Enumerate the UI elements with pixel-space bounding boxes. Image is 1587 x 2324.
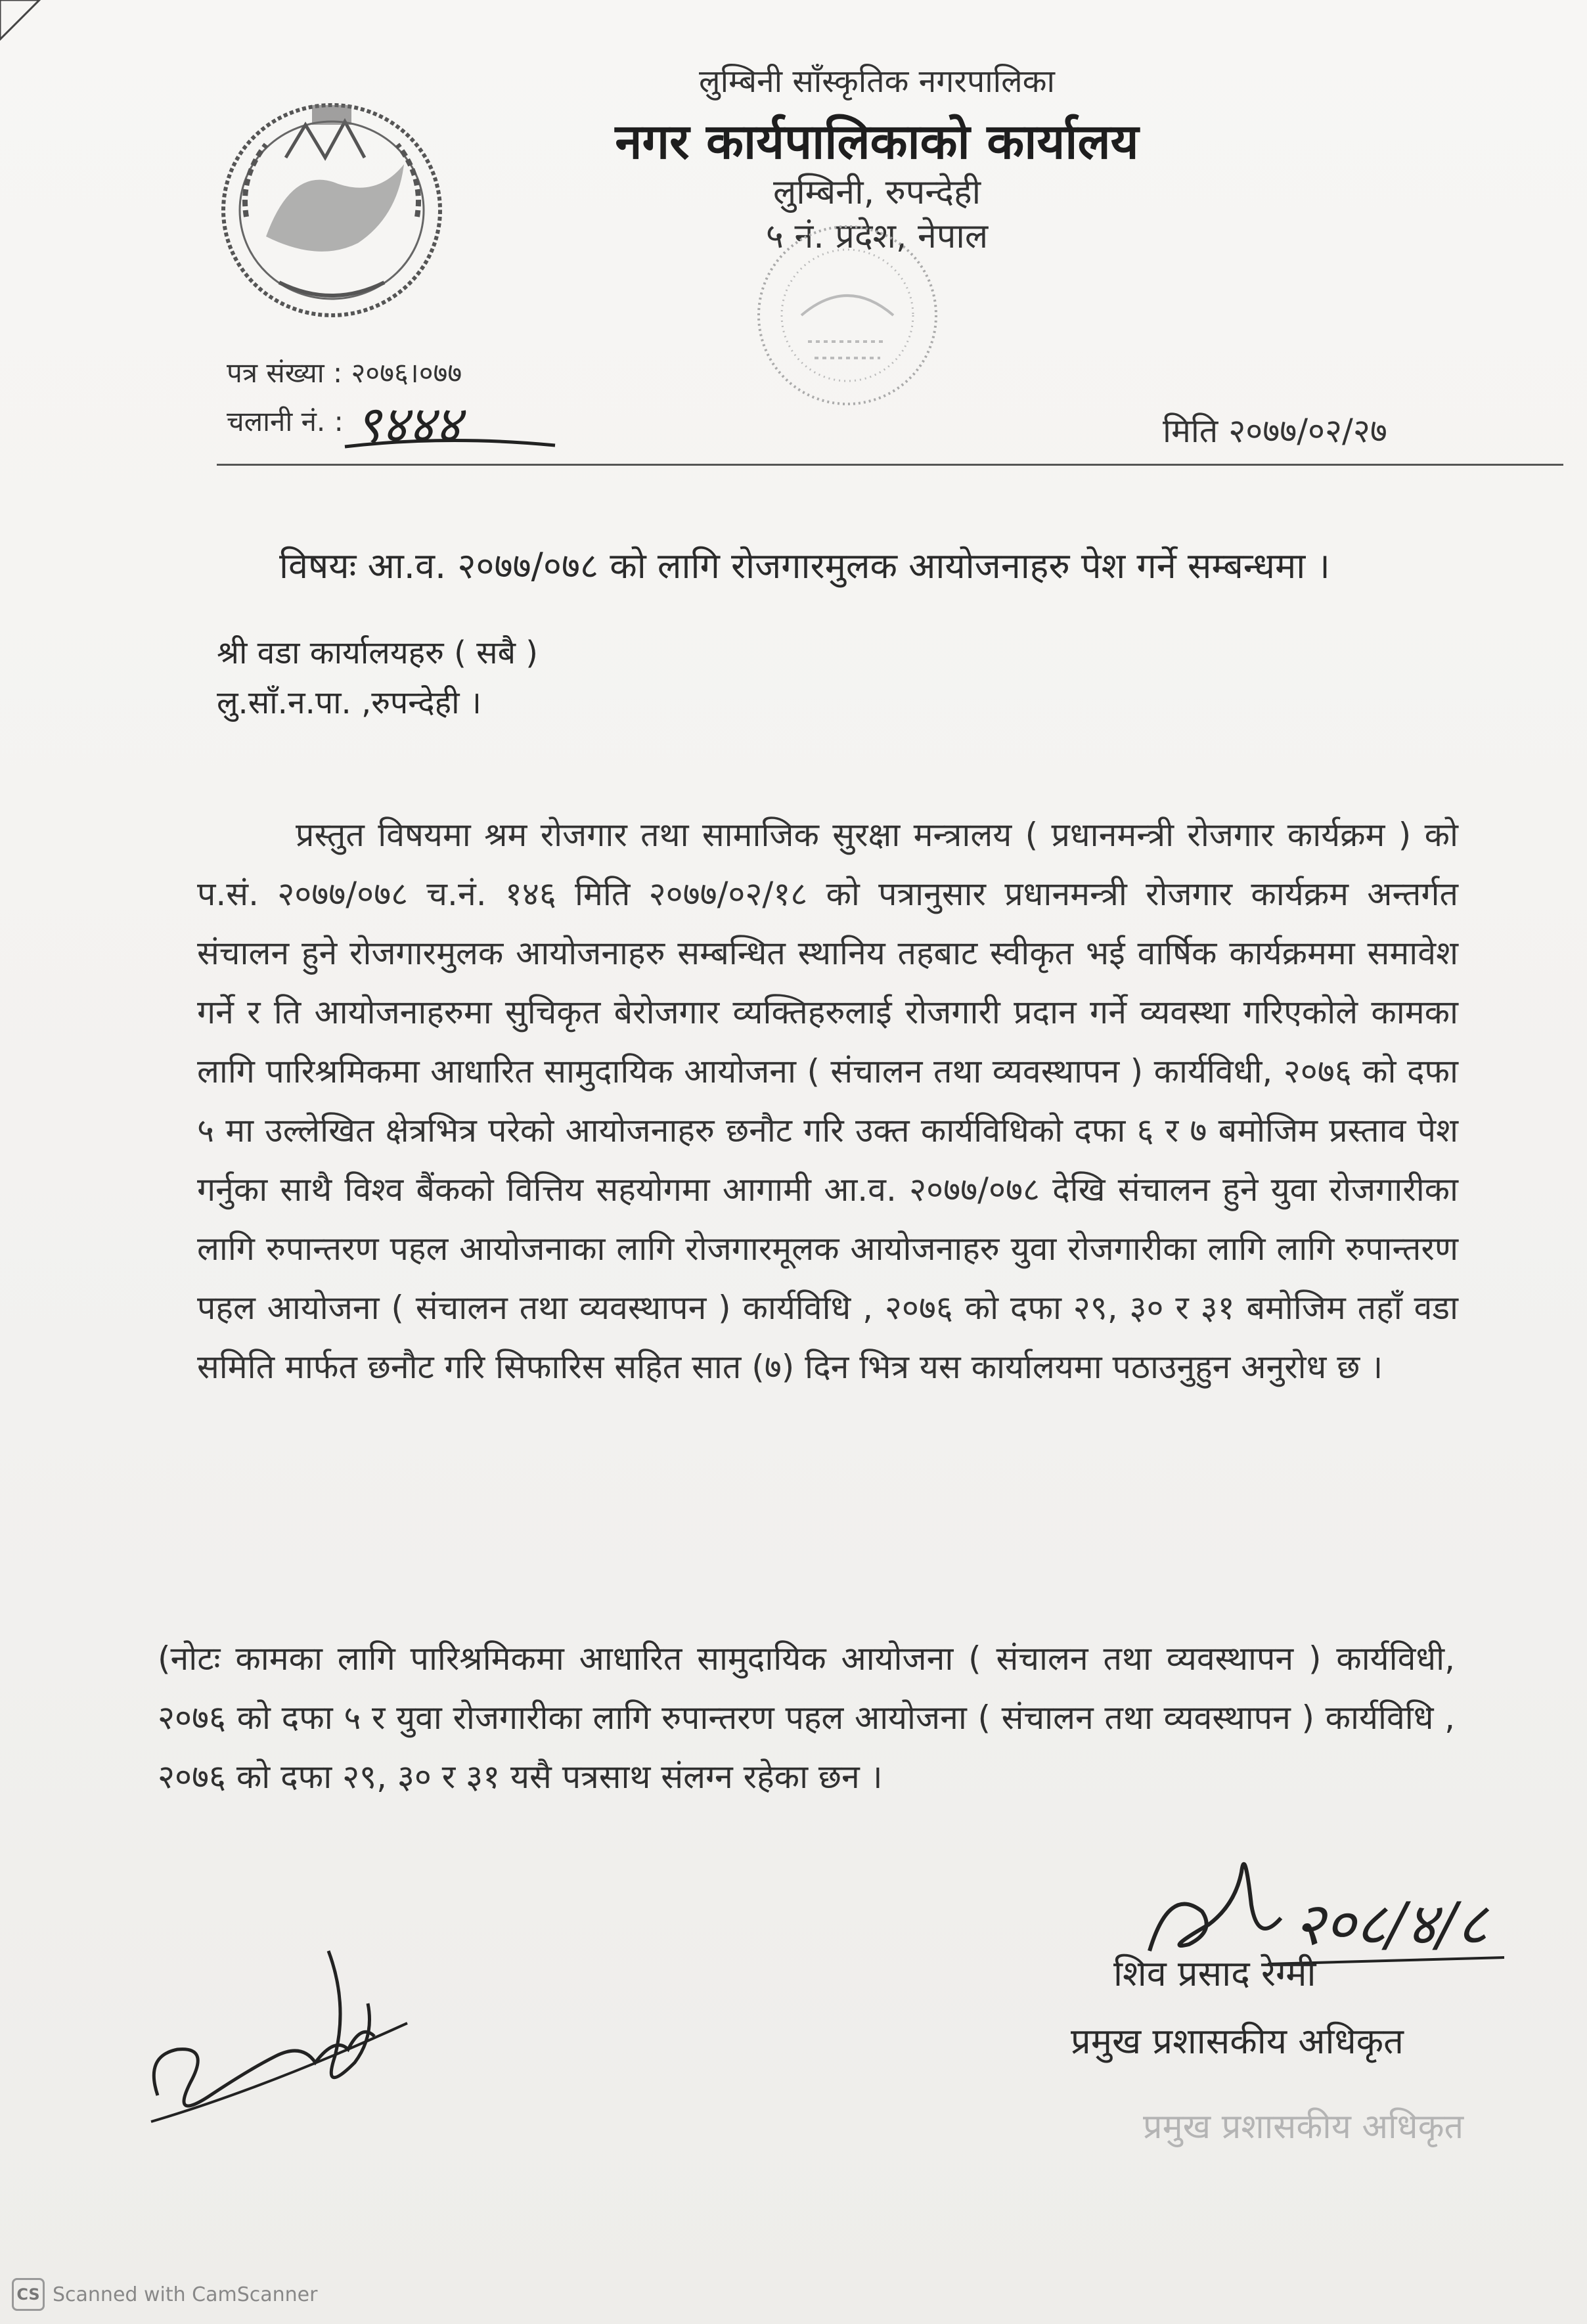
letter-subject: विषयः आ.व. २०७७/०७८ को लागि रोजगारमुलक आयोजनाहरु पेश गर्ने सम्बन्धमा ।: [279, 545, 1330, 587]
camscanner-icon: CS: [12, 2278, 45, 2311]
office-location: लुम्बिनी, रुपन्देही: [772, 173, 981, 212]
camscanner-label: Scanned with CamScanner: [53, 2283, 318, 2306]
signatory-title: प्रमुख प्रशासकीय अधिकृत: [1071, 2021, 1404, 2062]
note-paragraph: (नोटः कामका लागि पारिश्रमिकमा आधारित सामुदायिक आयोजना ( संचालन तथा व्यवस्थापन ) कार्यविधी, २०७६ को दफा ५ र युवा रोजगारीका लागि रुपान्तरण पहल आयोजना ( संचालन तथा व्यवस्थापन ) कार्यविधि , २०७६ को दफा २९, ३० र ३१ यसै पत्रसाथ संलग्न रहेका छन ।: [158, 1640, 1455, 1796]
office-title: नगर कार्यपालिकाको कार्यालय: [615, 114, 1139, 170]
dispatch-underline: [342, 434, 558, 453]
page-corner-mark: [0, 0, 46, 46]
svg-text:२०८/४/८: २०८/४/८: [1294, 1890, 1488, 1959]
municipality-name: लुम्बिनी साँस्कृतिक नगरपालिका: [699, 63, 1055, 100]
dispatch-number: ९४४४: [355, 395, 462, 455]
camscanner-watermark: [12, 2278, 317, 2311]
letter-date: मिति २०७७/०२/२७: [1163, 412, 1387, 450]
office-province: ५ नं. प्रदेश, नेपाल: [765, 217, 989, 256]
addressee-line2: लु.साँ.न.पा. ,रुपन्देही ।: [217, 684, 481, 721]
addressee-line1: श्री वडा कार्यालयहरु ( सबै ): [217, 635, 538, 671]
header-divider: [217, 464, 1563, 466]
office-round-stamp: [723, 217, 972, 427]
letter-number: पत्र संख्या : २०७६।०७७: [227, 357, 462, 389]
body-paragraph: प्रस्तुत विषयमा श्रम रोजगार तथा सामाजिक सुरक्षा मन्त्रालय ( प्रधानमन्त्री रोजगार कार्यक्रम ) को प.सं. २०७७/०७८ च.नं. १४६ मिति २०७७/०२/१८ को पत्रानुसार प्रधानमन्त्री रोजगार कार्यक्रम अन्तर्गत संचालन हुने रोजगारमुलक आयोजनाहरु सम्बन्धित स्थानिय तहबाट स्वीकृत भई वार्षिक कार्यक्रममा समावेश गर्ने र ति आयोजनाहरुमा सुचिकृत बेरोजगार व्यक्तिहरुलाई रोजगारी प्रदान गर्ने व्यवस्था गरिएकोले कामका लागि पारिश्रमिकमा आधारित सामुदायिक आयोजना ( संचालन तथा व्यवस्थापन ) कार्यविधी, २०७६ को दफा ५ मा उल्लेखित क्षेत्रभित्र परेको आयोजनाहरु छनौट गरि उक्त कार्यविधिको दफा ६ र ७ बमोजिम प्रस्ताव पेश गर्नुका साथै विश्व बैंकको वित्तिय सहयोगमा आगामी आ.व. २०७७/०७८ देखि संचालन हुने युवा रोजगारीका लागि रुपान्तरण पहल आयोजनाका लागि रोजगारमूलक आयोजनाहरु युवा रोजगारीका लागि लागि रुपान्तरण पहल आयोजना ( संचालन तथा व्यवस्थापन ) कार्यविधि , २०७६ को दफा २९, ३० र ३१ बमोजिम तहाँ वडा समिति मार्फत छनौट गरि सिफारिस सहित सात (७) दिन भित्र यस कार्यालयमा पठाउनुहुन अनुरोध छ ।: [197, 816, 1458, 1386]
designation-stamp: प्रमुख प्रशासकीय अधिकृत: [1143, 2107, 1464, 2147]
signatory-name: शिव प्रसाद रेग्मी: [1113, 1953, 1316, 1994]
receiver-signature: [131, 1925, 420, 2148]
dispatch-label: चलानी नं. :: [227, 405, 344, 437]
nepal-emblem-icon: [207, 85, 457, 328]
